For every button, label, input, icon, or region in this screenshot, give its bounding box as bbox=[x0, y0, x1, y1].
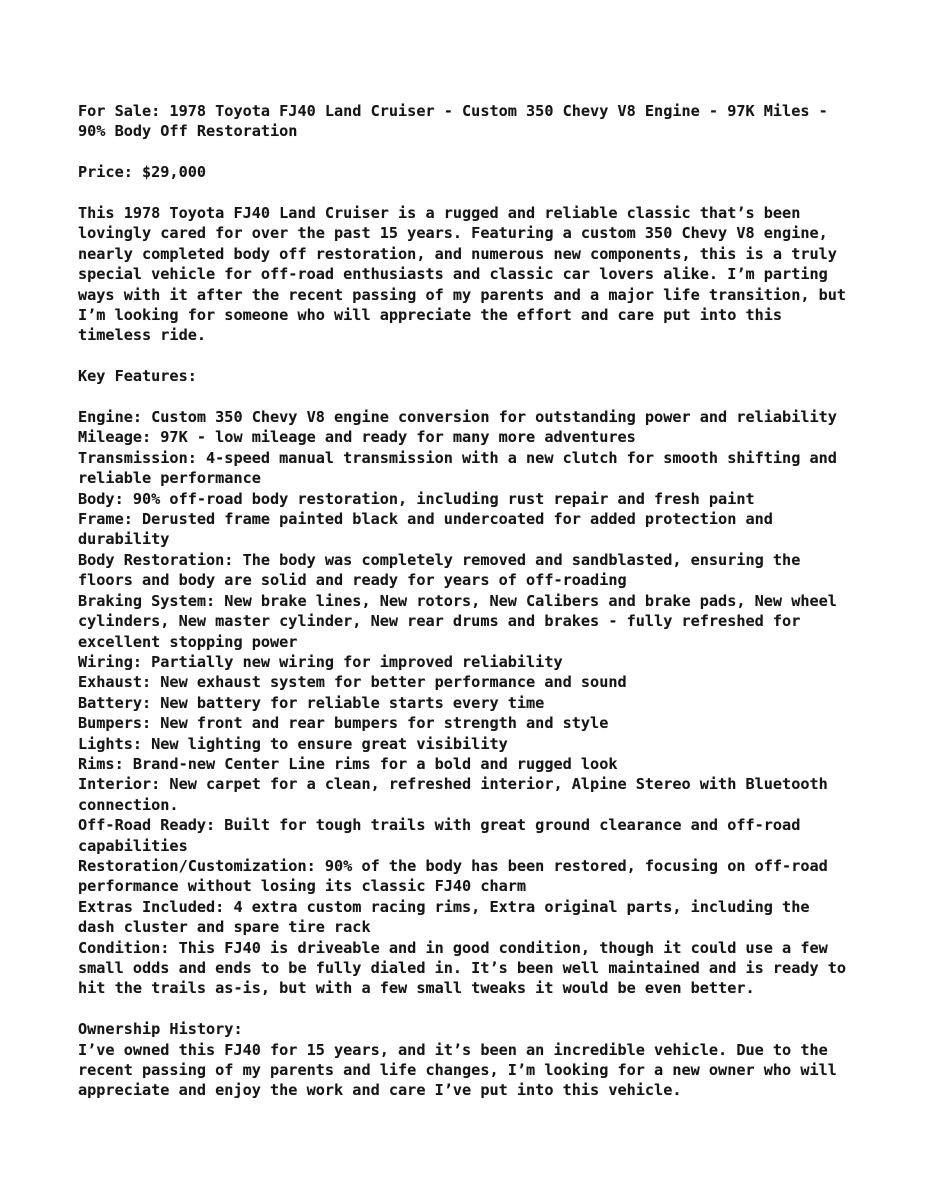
feature-item: Body: 90% off-road body restoration, including rust repair and fresh paint bbox=[78, 489, 755, 508]
feature-item: Bumpers: New front and rear bumpers for strength and style bbox=[78, 714, 609, 733]
feature-item: Engine: Custom 350 Chevy V8 engine conversion for outstanding power and reliability bbox=[78, 408, 837, 427]
intro-paragraph: This 1978 Toyota FJ40 Land Cruiser is a rugged and reliable classic that’s been lovingly cared for over the past 15 years. Featuring a custom 350 Chevy V8 engine, nearly completed body off restoration, and numerous new components, this is a truly special vehicle for off-road enthusiasts and classic car lovers alike. I’m parting ways with it after the recent passing of my parents and a major life transition, but I’m looking for someone who will appreciate the effort and care put into this timeless ride. bbox=[78, 204, 847, 345]
feature-item: Battery: New battery for reliable starts every time bbox=[78, 693, 545, 712]
feature-item: Restoration/Customization: 90% of the body has been restored, focusing on off-road performance without losing its classic FJ40 charm bbox=[78, 856, 828, 896]
feature-item: Off-Road Ready: Built for tough trails with great ground clearance and off-road capabilities bbox=[78, 816, 801, 855]
listing-document bbox=[78, 101, 850, 1101]
feature-item: Wiring: Partially new wiring for improved reliability bbox=[78, 652, 563, 671]
feature-item: Condition: This FJ40 is driveable and in good condition, though it could use a few small odds and ends to be fully dialed in. It’s been well maintained and is ready to hit the trails as-is, but with a few small tweaks it would be even better. bbox=[78, 938, 847, 998]
feature-item: Lights: New lighting to ensure great visibility bbox=[78, 734, 508, 753]
feature-item: Interior: New carpet for a clean, refreshed interior, Alpine Stereo with Bluetooth connection. bbox=[78, 775, 828, 814]
listing-title: For Sale: 1978 Toyota FJ40 Land Cruiser - Custom 350 Chevy V8 Engine - 97K Miles - 90% Body Off Restoration bbox=[78, 102, 828, 141]
feature-item: Exhaust: New exhaust system for better performance and sound bbox=[78, 673, 627, 692]
feature-item: Body Restoration: The body was completely removed and sandblasted, ensuring the floors and body are solid and ready for years of off-roading bbox=[78, 550, 801, 590]
ownership-paragraph: I’ve owned this FJ40 for 15 years, and it’s been an incredible vehicle. Due to the recent passing of my parents and life changes, I’m looking for a new owner who will appreciate and enjoy the work and care I’ve put into this vehicle. bbox=[78, 1040, 837, 1100]
feature-item: Mileage: 97K - low mileage and ready for many more adventures bbox=[78, 428, 636, 447]
feature-item: Braking System: New brake lines, New rotors, New Calibers and brake pads, New wheel cylinders, New master cylinder, New rear drums and brakes - fully refreshed for excellent stopping power bbox=[78, 591, 837, 651]
key-features-heading: Key Features: bbox=[78, 367, 197, 386]
features-list bbox=[78, 407, 850, 999]
feature-item: Rims: Brand-new Center Line rims for a bold and rugged look bbox=[78, 754, 618, 773]
feature-item: Transmission: 4-speed manual transmission with a new clutch for smooth shifting and reliable performance bbox=[78, 448, 837, 488]
feature-item: Extras Included: 4 extra custom racing rims, Extra original parts, including the dash cluster and spare tire rack bbox=[78, 897, 810, 937]
ownership-heading: Ownership History: bbox=[78, 1020, 243, 1039]
price-line: Price: $29,000 bbox=[78, 163, 207, 182]
feature-item: Frame: Derusted frame painted black and undercoated for added protection and durability bbox=[78, 510, 773, 549]
